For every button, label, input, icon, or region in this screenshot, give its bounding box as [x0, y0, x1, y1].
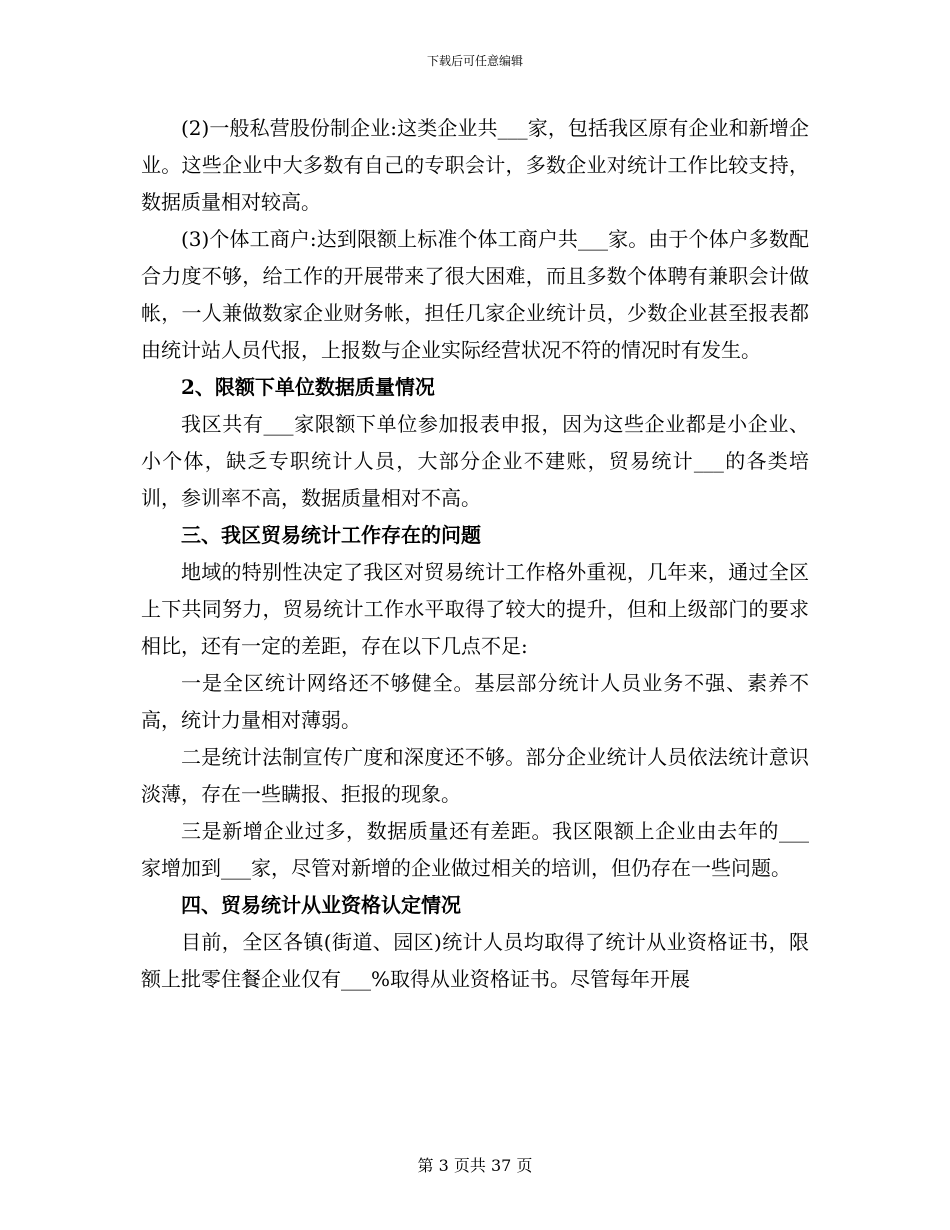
document-body	[141, 110, 809, 998]
paragraph: (3)个体工商户:达到限额上标准个体工商户共___家。由于个体户多数配合力度不够，给工作的开展带来了很大困难，而且多数个体聘有兼职会计做帐，一人兼做数家企业财务帐，担任几家企业统计员，少数企业甚至报表都由统计站人员代报，上报数与企业实际经营状况不符的情况时有发生。	[141, 227, 809, 362]
page-footer: 第 3 页共 37 页	[417, 1156, 533, 1175]
paragraph: 目前，全区各镇(街道、园区)统计人员均取得了统计从业资格证书，限额上批零住餐企业仅有___%取得从业资格证书。尽管每年开展	[141, 930, 809, 991]
paragraph: 三是新增企业过多，数据质量还有差距。我区限额上企业由去年的___家增加到___家，尽管对新增的企业做过相关的培训，但仍存在一些问题。	[141, 819, 809, 880]
section-heading: 四、贸易统计从业资格认定情况	[181, 893, 461, 917]
paragraph: (2)一般私营股份制企业:这类企业共___家，包括我区原有企业和新增企业。这些企业中大多数有自己的专职会计，多数企业对统计工作比较支持，数据质量相对较高。	[141, 116, 809, 214]
paragraph: 地域的特别性决定了我区对贸易统计工作格外重视，几年来，通过全区上下共同努力，贸易统计工作水平取得了较大的提升，但和上级部门的要求相比，还有一定的差距，存在以下几点不足:	[141, 560, 809, 658]
page-header: 下载后可任意编辑	[426, 54, 523, 68]
paragraph: 一是全区统计网络还不够健全。基层部分统计人员业务不强、素养不高，统计力量相对薄弱。	[141, 671, 809, 732]
section-heading: 三、我区贸易统计工作存在的问题	[181, 523, 481, 547]
paragraph: 二是统计法制宣传广度和深度还不够。部分企业统计人员依法统计意识淡薄，存在一些瞒报、拒报的现象。	[141, 745, 809, 806]
paragraph: 我区共有___家限额下单位参加报表申报，因为这些企业都是小企业、小个体，缺乏专职统计人员，大部分企业不建账，贸易统计___的各类培训，参训率不高，数据质量相对不高。	[141, 412, 809, 510]
section-heading: 2、限额下单位数据质量情况	[181, 375, 435, 399]
